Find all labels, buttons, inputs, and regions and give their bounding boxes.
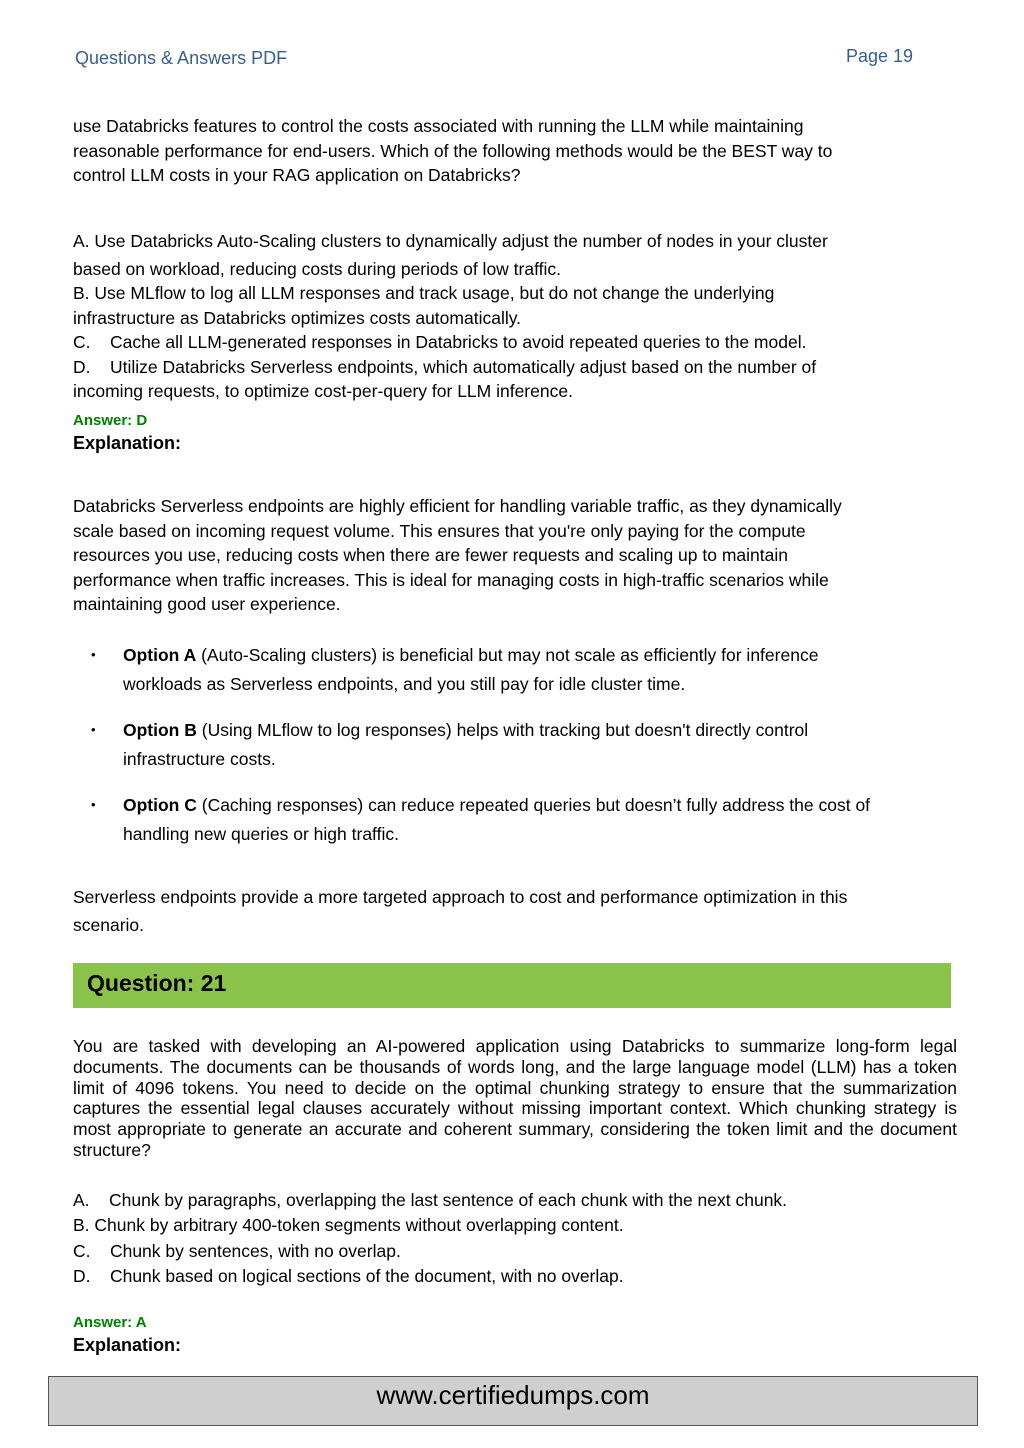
option-d-line: D. Utilize Databricks Serverless endpoints, which automatically adjust based on the number of <box>73 356 817 377</box>
conclusion-text <box>73 883 953 939</box>
explanation-line: resources you use, reducing costs when there are fewer requests and scaling up to maintain <box>73 545 788 565</box>
bullet-text: (Using MLflow to log responses) helps with tracking but doesn't directly control <box>196 720 809 740</box>
header-title: Questions & Answers PDF <box>75 48 288 68</box>
explanation-label: Explanation: <box>73 433 182 453</box>
explanation-label: Explanation: <box>73 1335 182 1355</box>
answer-label: Answer: D <box>73 412 148 429</box>
conclusion-line: Serverless endpoints provide a more targeted approach to cost and performance optimization in this <box>73 887 848 907</box>
question-number: Question: 21 <box>87 970 227 996</box>
question-21-stem: You are tasked with developing an AI-powered application using Databricks to summarize long-form legal documents. The documents can be thousands of words long, and the large language model (LLM) has a token limit of 4096 tokens. You need to decide on the optimal chunking strategy to ensure that the summarization captures the essential legal clauses accurately without missing important context. Which chunking strategy is most appropriate to generate an accurate and coherent summary, considering the token limit and the document structure? <box>73 1036 957 1160</box>
option-c-line: C. Cache all LLM-generated responses in Databricks to avoid repeated queries to the model. <box>73 332 807 352</box>
question-stem <box>73 114 953 188</box>
answer-label: Answer: A <box>73 1314 147 1331</box>
option-d-line: incoming requests, to optimize cost-per-query for LLM inference. <box>73 381 573 401</box>
option-b-line: B. Use MLflow to log all LLM responses and track usage, but do not change the underlying <box>73 283 775 303</box>
bullet-bold-label: Option A <box>123 645 197 665</box>
bullet-text: (Auto-Scaling clusters) is beneficial but may not scale as efficiently for inference <box>196 645 819 665</box>
bullet-text: workloads as Serverless endpoints, and you still pay for idle cluster time. <box>123 673 686 694</box>
option-b: B. Chunk by arbitrary 400-token segments without overlapping content. <box>73 1215 624 1236</box>
footer-bar <box>48 1376 978 1426</box>
question-banner <box>73 963 951 1008</box>
explanation-line: performance when traffic increases. This is ideal for managing costs in high-traffic scenarios while <box>73 569 829 590</box>
bullet-text: (Caching responses) can reduce repeated queries but doesn’t fully address the cost of <box>196 795 871 815</box>
bullet-icon: • <box>91 797 96 812</box>
bullet-icon: • <box>91 647 96 662</box>
explanation-line: scale based on incoming request volume. This ensures that you're only paying for the compute <box>73 520 806 541</box>
bullet-text: handling new queries or high traffic. <box>123 823 399 844</box>
question-21-options <box>73 1188 953 1289</box>
option-a-line: A. Use Databricks Auto-Scaling clusters to dynamically adjust the number of nodes in your cluster <box>73 231 828 251</box>
option-d: D. Chunk based on logical sections of the document, with no overlap. <box>73 1265 624 1286</box>
bullet-text: infrastructure costs. <box>123 748 276 769</box>
stem-line: control LLM costs in your RAG application on Databricks? <box>73 165 521 185</box>
option-b-line: infrastructure as Databricks optimizes costs automatically. <box>73 307 522 328</box>
bullet-icon: • <box>91 722 96 737</box>
bullet-item-option-c <box>91 791 931 848</box>
stem-line: reasonable performance for end-users. Which of the following methods would be the BEST way to <box>73 140 833 161</box>
footer-url[interactable]: www.certifiedumps.com <box>376 1380 650 1410</box>
option-a: A. Chunk by paragraphs, overlapping the last sentence of each chunk with the next chunk. <box>73 1190 788 1210</box>
explanation-text <box>73 494 953 617</box>
explanation-line: Databricks Serverless endpoints are highly efficient for handling variable traffic, as they dynamically <box>73 496 842 516</box>
bullet-item-option-a <box>91 641 931 698</box>
answer-options <box>73 229 953 404</box>
page-number: Page 19 <box>846 46 914 66</box>
bullet-bold-label: Option C <box>123 795 197 815</box>
bullet-item-option-b <box>91 716 931 773</box>
conclusion-line: scenario. <box>73 915 145 935</box>
option-c: C. Chunk by sentences, with no overlap. <box>73 1240 401 1261</box>
explanation-line: maintaining good user experience. <box>73 594 341 614</box>
stem-line: use Databricks features to control the costs associated with running the LLM while maintaining <box>73 116 804 136</box>
option-a-line: based on workload, reducing costs during periods of low traffic. <box>73 258 562 279</box>
bullet-bold-label: Option B <box>123 720 197 740</box>
